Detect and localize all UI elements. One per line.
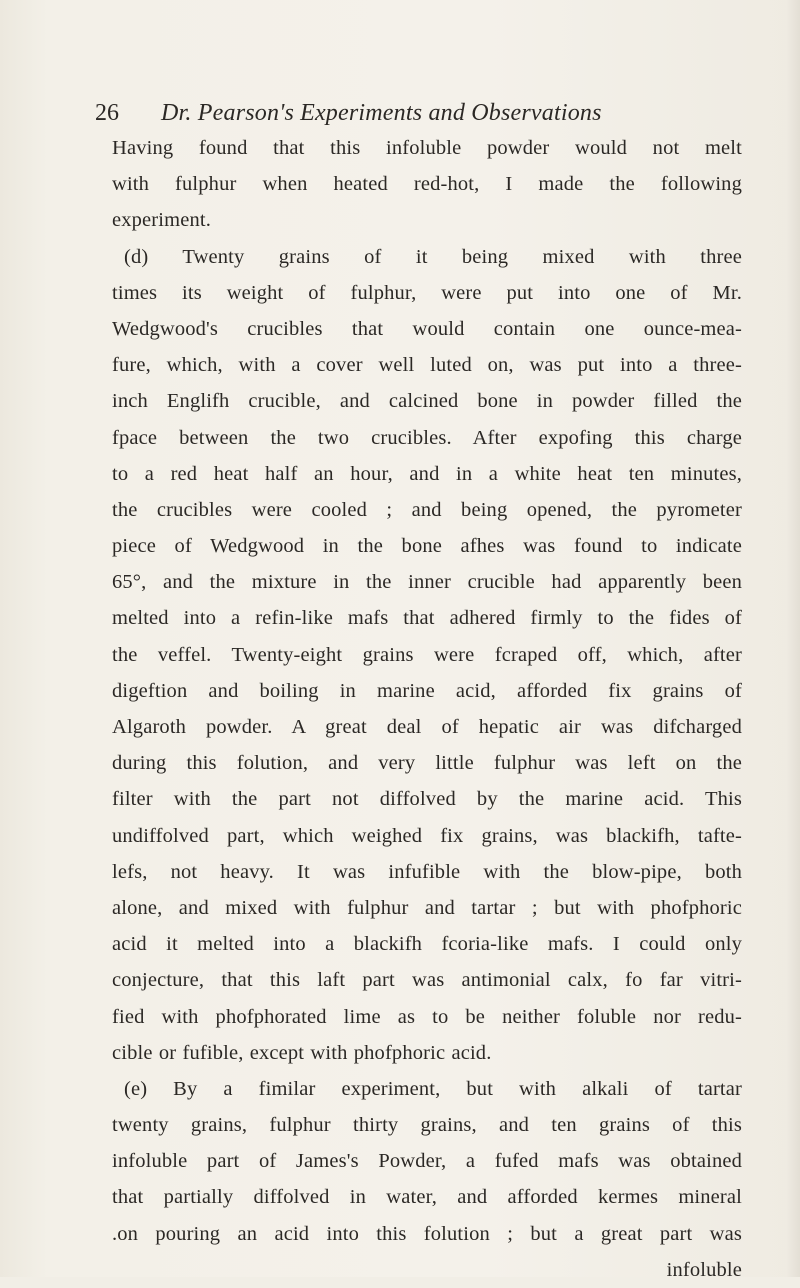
body-text xyxy=(112,130,742,1288)
text-line: fpace between the two crucibles. After expofing this charge xyxy=(112,426,742,449)
text-line: melted into a refin-like mafs that adhered firmly to the fides of xyxy=(112,607,742,630)
text-line: digeftion and boiling in marine acid, afforded fix grains of xyxy=(112,679,742,702)
text-line: twenty grains, fulphur thirty grains, and ten grains of this xyxy=(112,1114,742,1137)
text-line: acid it melted into a blackifh fcoria-like mafs. I could only xyxy=(112,933,742,956)
text-line: to a red heat half an hour, and in a white heat ten minutes, xyxy=(112,462,742,485)
text-line: filter with the part not diffolved by the marine acid. This xyxy=(112,788,742,811)
text-line: cible or fufible, except with phofphoric acid. xyxy=(112,1041,492,1064)
text-line: Wedgwood's crucibles that would contain one ounce-mea- xyxy=(112,317,742,340)
text-line: the crucibles were cooled ; and being opened, the pyrometer xyxy=(112,498,742,521)
running-head xyxy=(95,96,735,130)
text-line: infoluble part of James's Powder, a fufed mafs was obtained xyxy=(112,1150,742,1173)
text-line: (d) Twenty grains of it being mixed with three xyxy=(124,245,742,268)
running-head-author: Dr. Pearson's xyxy=(161,100,295,126)
text-line: times its weight of fulphur, were put into one of Mr. xyxy=(112,281,742,304)
page-edge-shadow xyxy=(786,0,800,1277)
text-line: lefs, not heavy. It was infufible with the blow-pipe, both xyxy=(112,860,742,883)
text-line: inch Englifh crucible, and calcined bone in powder filled the xyxy=(112,390,742,413)
page-number: 26 xyxy=(95,100,119,126)
text-line: .on pouring an acid into this folution ; but a great part was xyxy=(112,1222,742,1245)
text-line: conjecture, that this laft part was antimonial calx, fo far vitri- xyxy=(112,969,742,992)
text-line: alone, and mixed with fulphur and tartar ; but with phofphoric xyxy=(112,896,742,919)
catchword: infoluble xyxy=(666,1258,742,1281)
text-line: the veffel. Twenty-eight grains were fcraped off, which, after xyxy=(112,643,742,666)
text-line: that partially diffolved in water, and afforded kermes mineral xyxy=(112,1186,742,1209)
text-line: Algaroth powder. A great deal of hepatic air was difcharged xyxy=(112,716,742,738)
text-line: Having found that this infoluble powder would not melt xyxy=(112,137,742,159)
text-line: 65°, and the mixture in the inner crucible had apparently been xyxy=(112,571,742,594)
text-line: during this folution, and very little fulphur was left on the xyxy=(112,752,742,775)
text-line: experiment. xyxy=(112,209,211,232)
text-line: fure, which, with a cover well luted on, was put into a three- xyxy=(112,354,742,377)
text-line: (e) By a fimilar experiment, but with alkali of tartar xyxy=(124,1077,742,1100)
text-line: fied with phofphorated lime as to be neither foluble nor redu- xyxy=(112,1005,742,1028)
text-line: undiffolved part, which weighed fix grains, was blackifh, tafte- xyxy=(112,824,742,847)
running-head-title: Experiments and Observations xyxy=(300,100,602,126)
text-line: piece of Wedgwood in the bone afhes was found to indicate xyxy=(112,535,742,558)
text-line: with fulphur when heated red-hot, I made the following xyxy=(112,173,742,196)
